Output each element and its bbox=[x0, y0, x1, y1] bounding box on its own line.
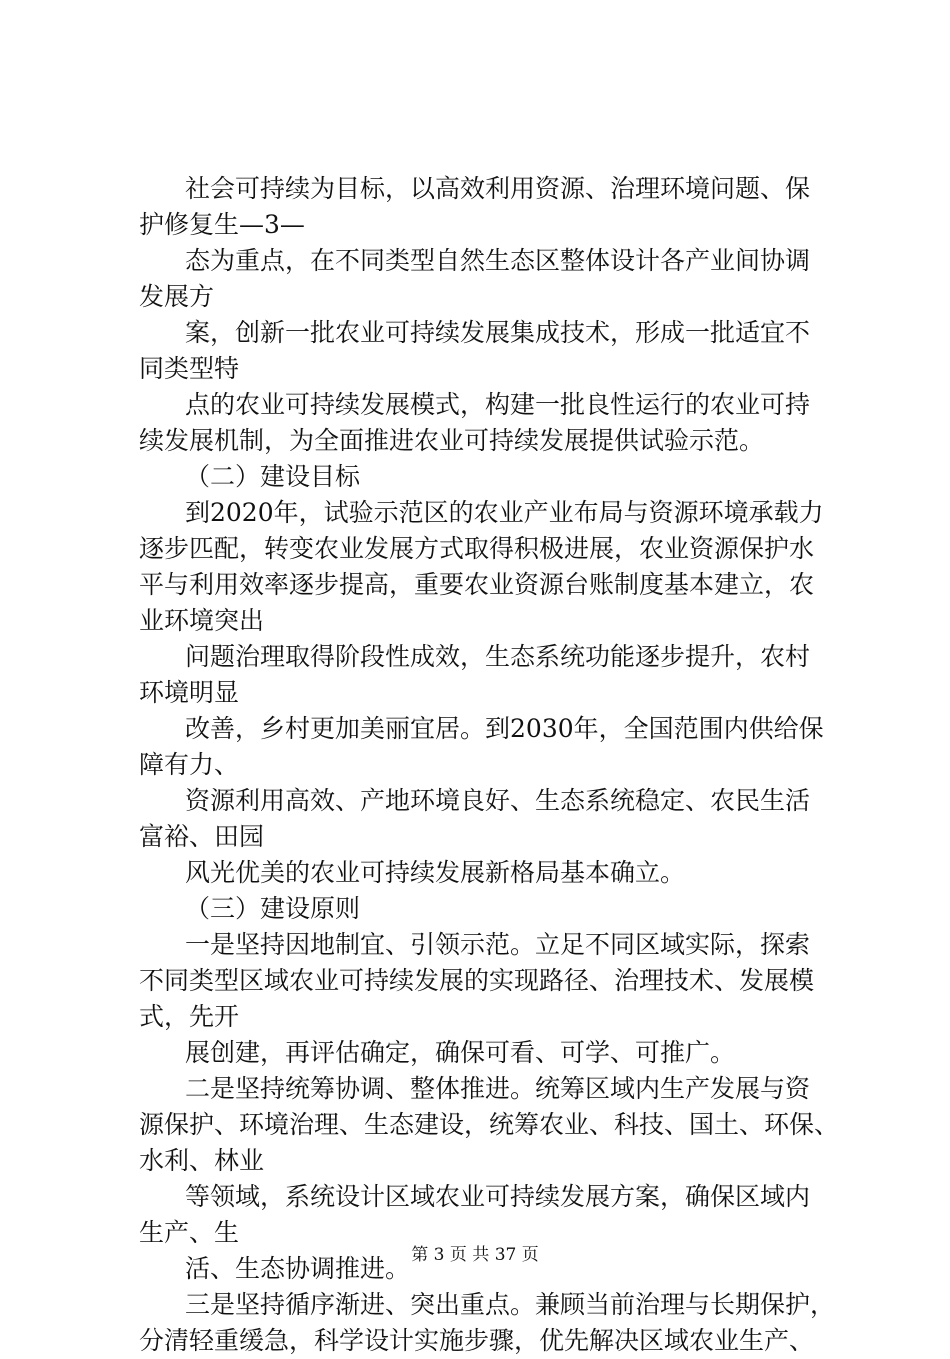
page-number-footer: 第 3 页 共 37 页 bbox=[411, 1245, 539, 1265]
text-line: 分清轻重缓急，科学设计实施步骤，优先解决区域农业生产、 bbox=[139, 1326, 815, 1355]
text-line: 改善，乡村更加美丽宜居。到2030年，全国范围内供给保 bbox=[185, 714, 824, 743]
text-line: 态为重点，在不同类型自然生态区整体设计各产业间协调 bbox=[185, 246, 811, 275]
text-line: 式，先开 bbox=[139, 1002, 240, 1031]
text-line: 问题治理取得阶段性成效，生态系统功能逐步提升，农村 bbox=[185, 642, 811, 671]
text-line: 生产、生 bbox=[139, 1218, 240, 1247]
text-line: 业环境突出 bbox=[139, 606, 265, 635]
text-line: 等领域，系统设计区域农业可持续发展方案，确保区域内 bbox=[185, 1182, 811, 1211]
text-line: 点的农业可持续发展模式，构建一批良性运行的农业可持 bbox=[185, 390, 811, 419]
section-heading: （三）建设原则 bbox=[185, 894, 361, 923]
text-line: 一是坚持因地制宜、引领示范。立足不同区域实际，探索 bbox=[185, 930, 811, 959]
text-line: 续发展机制，为全面推进农业可持续发展提供试验示范。 bbox=[139, 426, 765, 455]
text-line: 社会可持续为目标，以高效利用资源、治理环境问题、保 bbox=[185, 174, 811, 203]
text-line: 富裕、田园 bbox=[139, 822, 265, 851]
text-line: 三是坚持循序渐进、突出重点。兼顾当前治理与长期保护， bbox=[185, 1290, 836, 1319]
text-line: 展创建，再评估确定，确保可看、可学、可推广。 bbox=[185, 1038, 736, 1067]
text-line: 案，创新一批农业可持续发展集成技术，形成一批适宜不 bbox=[185, 318, 811, 347]
text-line: 活、生态协调推进。 bbox=[185, 1254, 411, 1283]
text-line: 风光优美的农业可持续发展新格局基本确立。 bbox=[185, 858, 686, 887]
text-line: 水利、林业 bbox=[139, 1146, 265, 1175]
text-line: 到2020年，试验示范区的农业产业布局与资源环境承载力 bbox=[185, 498, 824, 527]
section-heading: （二）建设目标 bbox=[185, 462, 361, 491]
text-line: 发展方 bbox=[139, 282, 215, 311]
text-line: 资源利用高效、产地环境良好、生态系统稳定、农民生活 bbox=[185, 786, 811, 815]
text-line: 护修复生—3— bbox=[139, 210, 305, 239]
document-body bbox=[139, 171, 839, 1359]
text-line: 源保护、环境治理、生态建设，统筹农业、科技、国土、环保、 bbox=[139, 1110, 840, 1139]
text-line: 不同类型区域农业可持续发展的实现路径、治理技术、发展模 bbox=[139, 966, 815, 995]
text-line: 同类型特 bbox=[139, 354, 240, 383]
text-line: 逐步匹配，转变农业发展方式取得积极进展，农业资源保护水 bbox=[139, 534, 815, 563]
text-line: 环境明显 bbox=[139, 678, 240, 707]
text-line: 二是坚持统筹协调、整体推进。统筹区域内生产发展与资 bbox=[185, 1074, 811, 1103]
text-line: 障有力、 bbox=[139, 750, 240, 779]
text-line: 平与利用效率逐步提高，重要农业资源台账制度基本建立，农 bbox=[139, 570, 815, 599]
